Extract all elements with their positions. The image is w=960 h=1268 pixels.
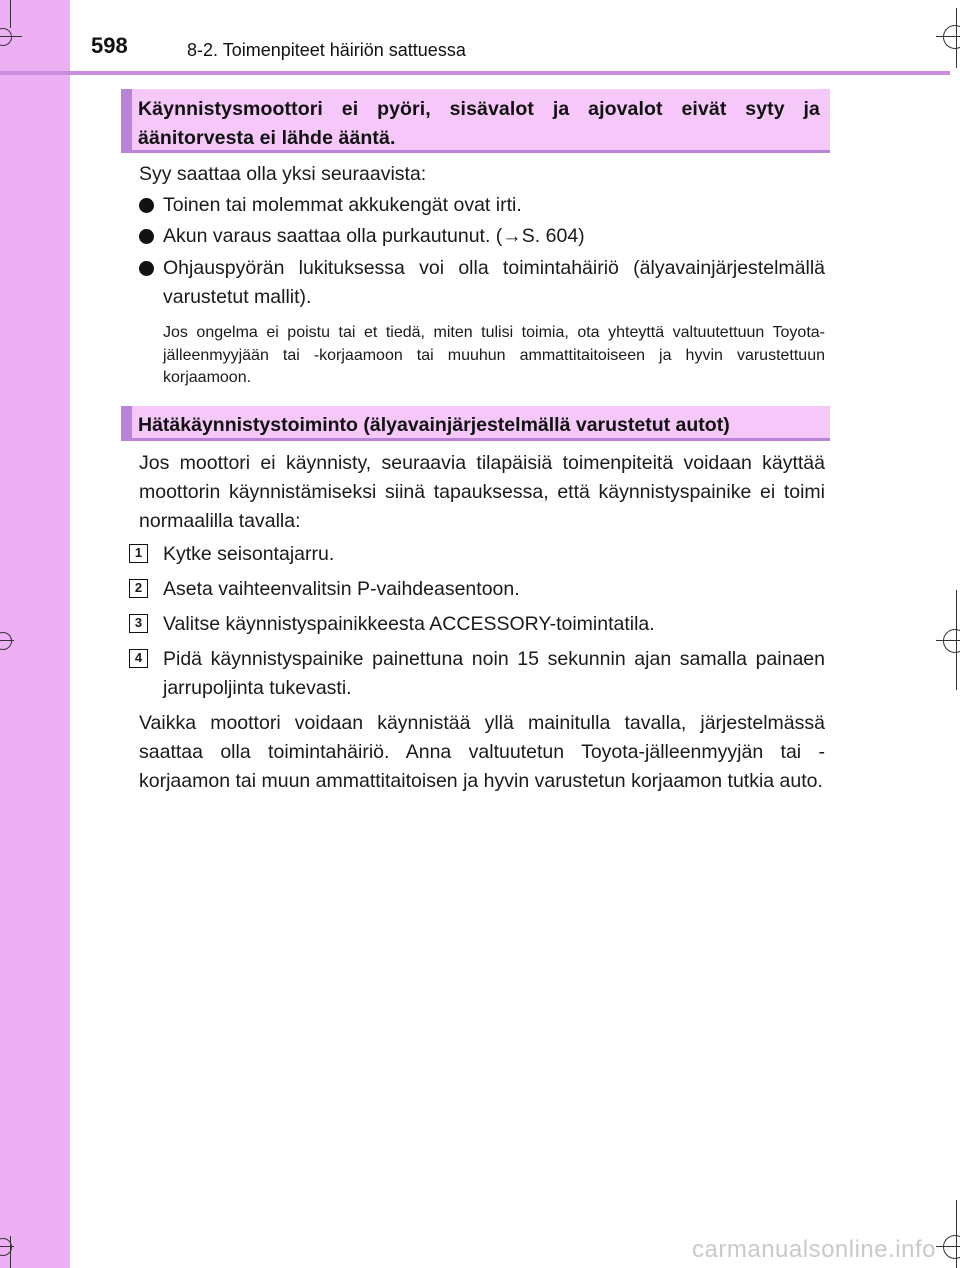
step-text: Pidä käynnistyspainike painettuna noin 15 sekunnin ajan samalla painaen jarrupoljinta tukevasti. [163,648,825,699]
step-item [129,610,825,639]
list-item-text: Toinen tai molemmat akkukengät ovat irti. [163,194,522,216]
list-item [139,191,825,220]
cause-intro: Syy saattaa olla yksi seuraavista: [139,163,427,185]
list-item-text: Akun varaus saattaa olla purkautunut. (→S. 604) [163,225,585,247]
section-heading-line1: Käynnistysmoottori ei pyöri, sisävalot ja ajovalot eivät syty ja [138,98,820,120]
header-rule [0,71,950,75]
section-heading-line2: äänitorvesta ei lähde ääntä. [138,127,396,149]
step-number-badge: 1 [129,544,148,563]
page-number: 598 [91,33,128,58]
side-color-strip [0,0,70,1268]
step-number-badge: 2 [129,579,148,598]
watermark: carmanualsonline.info [692,1236,936,1263]
list-item-text: Ohjauspyörän lukituksessa voi olla toimintahäiriö (älyavainjärjestelmällä varustetut mallit). [163,257,825,308]
step-text: Kytke seisontajarru. [163,543,335,565]
chapter-title: 8-2. Toimenpiteet häiriön sattuessa [187,40,466,60]
bullet-icon [139,198,154,213]
step-number-badge: 4 [129,649,148,668]
emergency-intro: Jos moottori ei käynnisty, seuraavia tilapäisiä toimenpiteitä voidaan käyttää moottorin käynnistämiseksi siinä tapauksessa, että käynnistyspainike ei toimi normaalilla tavalla: [139,452,825,532]
step-item [129,575,825,604]
list-item [139,254,825,312]
step-item [129,540,825,569]
closing-paragraph: Vaikka moottori voidaan käynnistää yllä mainitulla tavalla, järjestelmässä saattaa olla toimintahäiriö. Anna valtuutetun Toyota-jälleenmyyjän tai -korjaamon tai muun ammattitaitoisen ja hyvin varustetun korjaamon tutkia auto. [139,712,825,792]
section-heading-starter [121,89,830,153]
step-text: Valitse käynnistyspainikkeesta ACCESSORY-toimintatila. [163,613,655,635]
list-item [139,222,825,251]
service-note: Jos ongelma ei poistu tai et tiedä, miten tulisi toimia, ota yhteyttä valtuutettuun Toyota-jälleenmyyjään tai -korjaamoon tai muuhun ammattitaitoiseen ja hyvin varustettuun korjaamoon. [163,324,825,386]
step-number-badge: 3 [129,614,148,633]
bullet-icon [139,229,154,244]
bullet-icon [139,261,154,276]
section-heading-emergency-start: Hätäkäynnistystoiminto (älyavainjärjestelmällä varustetut autot) [121,406,830,441]
step-text: Aseta vaihteenvalitsin P-vaihdeasentoon. [163,578,520,600]
step-item [129,645,825,703]
